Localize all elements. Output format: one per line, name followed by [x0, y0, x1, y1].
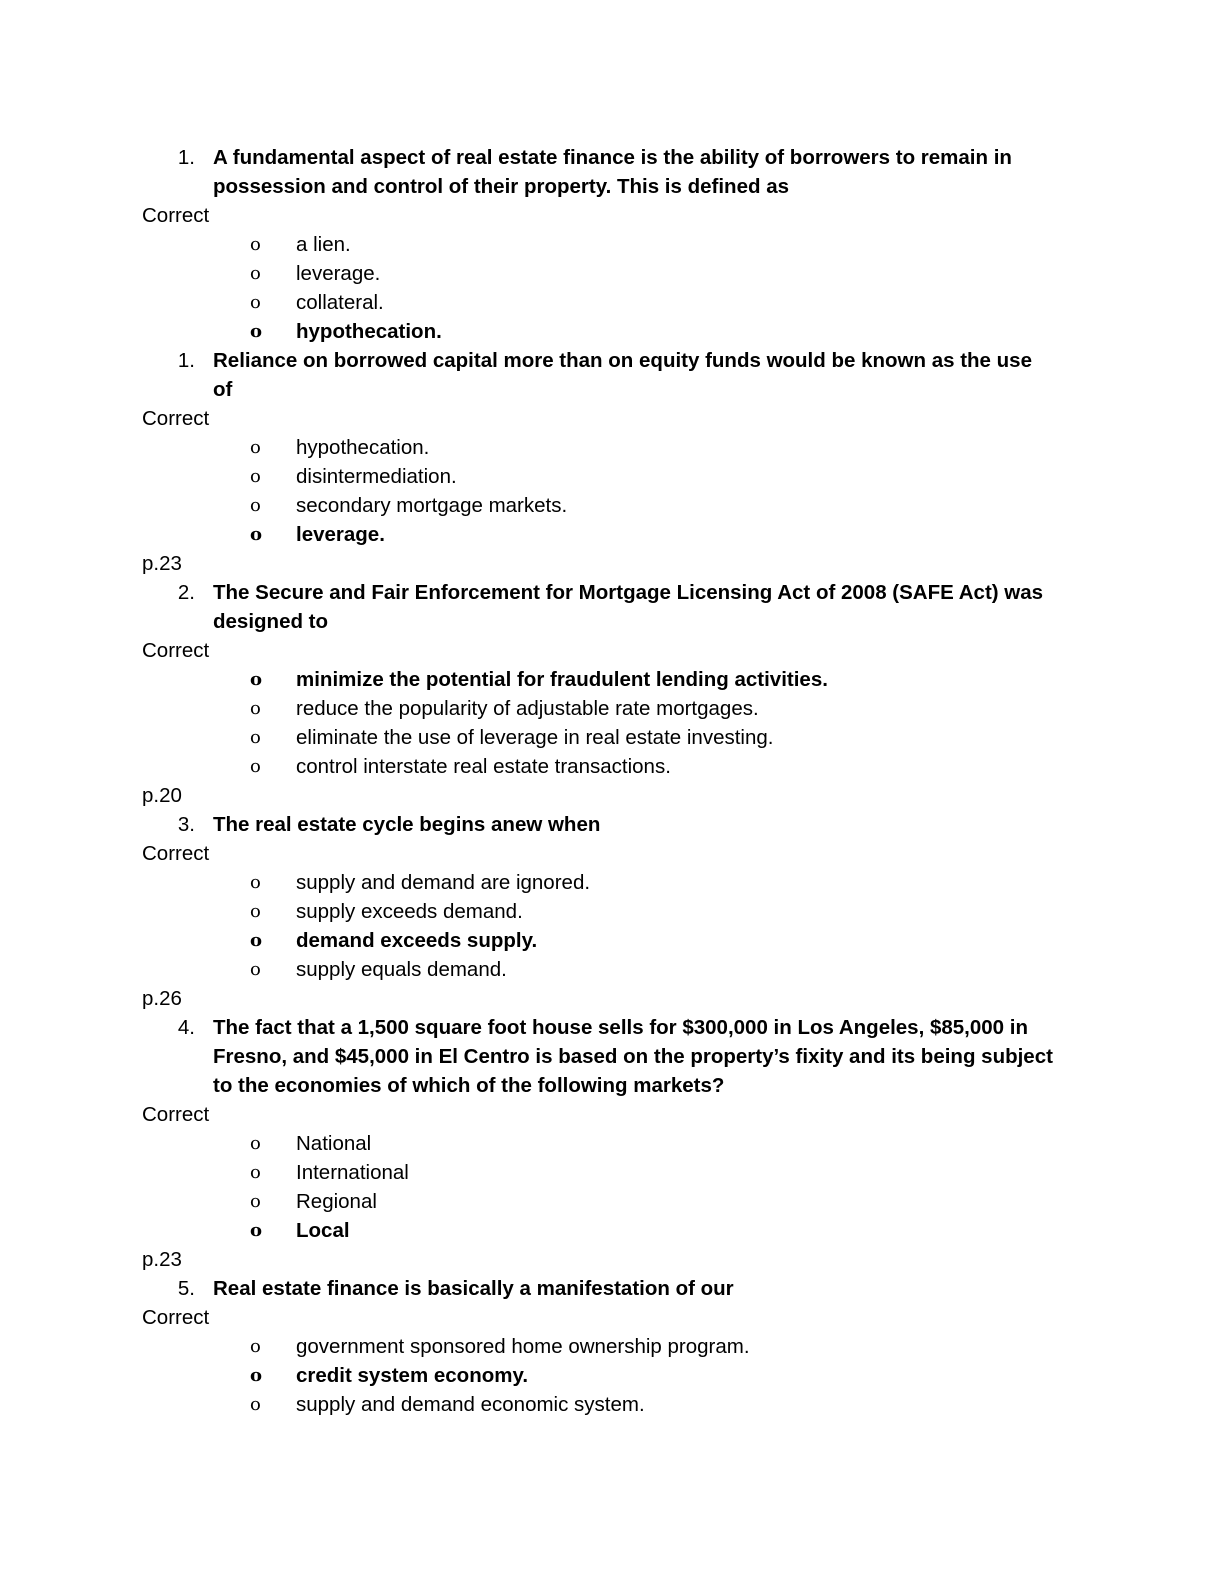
question-number: 1. — [177, 349, 195, 372]
answer-option: reduce the popularity of adjustable rate mortgages. — [296, 697, 759, 720]
bullet-icon: o — [250, 872, 261, 893]
bullet-icon: o — [250, 727, 261, 748]
question-text-line: Reliance on borrowed capital more than on equity funds would be known as the use — [213, 349, 1032, 372]
answer-status: Correct — [142, 407, 210, 430]
answer-option-correct: minimize the potential for fraudulent lending activities. — [296, 668, 828, 691]
question-number: 2. — [177, 581, 195, 604]
answer-option-correct: hypothecation. — [296, 320, 442, 343]
answer-option: disintermediation. — [296, 465, 457, 488]
question-number: 5. — [177, 1277, 195, 1300]
answer-option-correct: Local — [296, 1219, 350, 1242]
question-number: 4. — [177, 1016, 195, 1039]
bullet-icon: o — [250, 669, 263, 690]
answer-option: secondary mortgage markets. — [296, 494, 568, 517]
bullet-icon: o — [250, 756, 261, 777]
bullet-icon: o — [250, 930, 263, 951]
answer-option: a lien. — [296, 233, 351, 256]
answer-option: supply and demand economic system. — [296, 1393, 645, 1416]
answer-status: Correct — [142, 1306, 210, 1329]
answer-option-correct: demand exceeds supply. — [296, 929, 538, 952]
bullet-icon: o — [250, 495, 261, 516]
answer-option: Regional — [296, 1190, 377, 1213]
answer-option: hypothecation. — [296, 436, 430, 459]
answer-option: eliminate the use of leverage in real estate investing. — [296, 726, 774, 749]
answer-status: Correct — [142, 204, 210, 227]
bullet-icon: o — [250, 1191, 261, 1212]
bullet-icon: o — [250, 959, 261, 980]
question-text-line: possession and control of their property. This is defined as — [213, 175, 789, 198]
bullet-icon: o — [250, 321, 263, 342]
bullet-icon: o — [250, 1394, 261, 1415]
question-text-line: The fact that a 1,500 square foot house sells for $300,000 in Los Angeles, $85,000 in — [213, 1016, 1028, 1039]
answer-option: supply exceeds demand. — [296, 900, 523, 923]
answer-option-correct: leverage. — [296, 523, 385, 546]
answer-option: control interstate real estate transactions. — [296, 755, 671, 778]
bullet-icon: o — [250, 1365, 263, 1386]
page-reference: p.23 — [142, 1248, 182, 1271]
bullet-icon: o — [250, 1133, 261, 1154]
question-text-line: designed to — [213, 610, 329, 633]
answer-option: government sponsored home ownership program. — [296, 1335, 750, 1358]
bullet-icon: o — [250, 437, 261, 458]
answer-status: Correct — [142, 842, 210, 865]
question-text-line: The real estate cycle begins anew when — [213, 813, 601, 836]
question-text-line: to the economies of which of the following markets? — [213, 1074, 725, 1097]
answer-status: Correct — [142, 1103, 210, 1126]
bullet-icon: o — [250, 901, 261, 922]
question-number: 1. — [177, 146, 195, 169]
bullet-icon: o — [250, 1220, 263, 1241]
bullet-icon: o — [250, 1336, 261, 1357]
answer-option: collateral. — [296, 291, 384, 314]
bullet-icon: o — [250, 466, 261, 487]
page-reference: p.26 — [142, 987, 182, 1010]
bullet-icon: o — [250, 292, 261, 313]
page-reference: p.23 — [142, 552, 182, 575]
answer-option: National — [296, 1132, 372, 1155]
question-text-line: A fundamental aspect of real estate finance is the ability of borrowers to remain in — [213, 146, 1012, 169]
answer-option: International — [296, 1161, 409, 1184]
page-reference: p.20 — [142, 784, 182, 807]
question-text-line: Fresno, and $45,000 in El Centro is based on the property’s fixity and its being subject — [213, 1045, 1053, 1068]
question-text-line: of — [213, 378, 233, 401]
question-number: 3. — [177, 813, 195, 836]
answer-option: leverage. — [296, 262, 381, 285]
question-text-line: The Secure and Fair Enforcement for Mortgage Licensing Act of 2008 (SAFE Act) was — [213, 581, 1044, 604]
bullet-icon: o — [250, 263, 261, 284]
bullet-icon: o — [250, 1162, 261, 1183]
bullet-icon: o — [250, 698, 261, 719]
answer-option-correct: credit system economy. — [296, 1364, 529, 1387]
question-text-line: Real estate finance is basically a manifestation of our — [213, 1277, 734, 1300]
answer-status: Correct — [142, 639, 210, 662]
answer-option: supply and demand are ignored. — [296, 871, 591, 894]
bullet-icon: o — [250, 524, 263, 545]
bullet-icon: o — [250, 234, 261, 255]
answer-option: supply equals demand. — [296, 958, 507, 981]
